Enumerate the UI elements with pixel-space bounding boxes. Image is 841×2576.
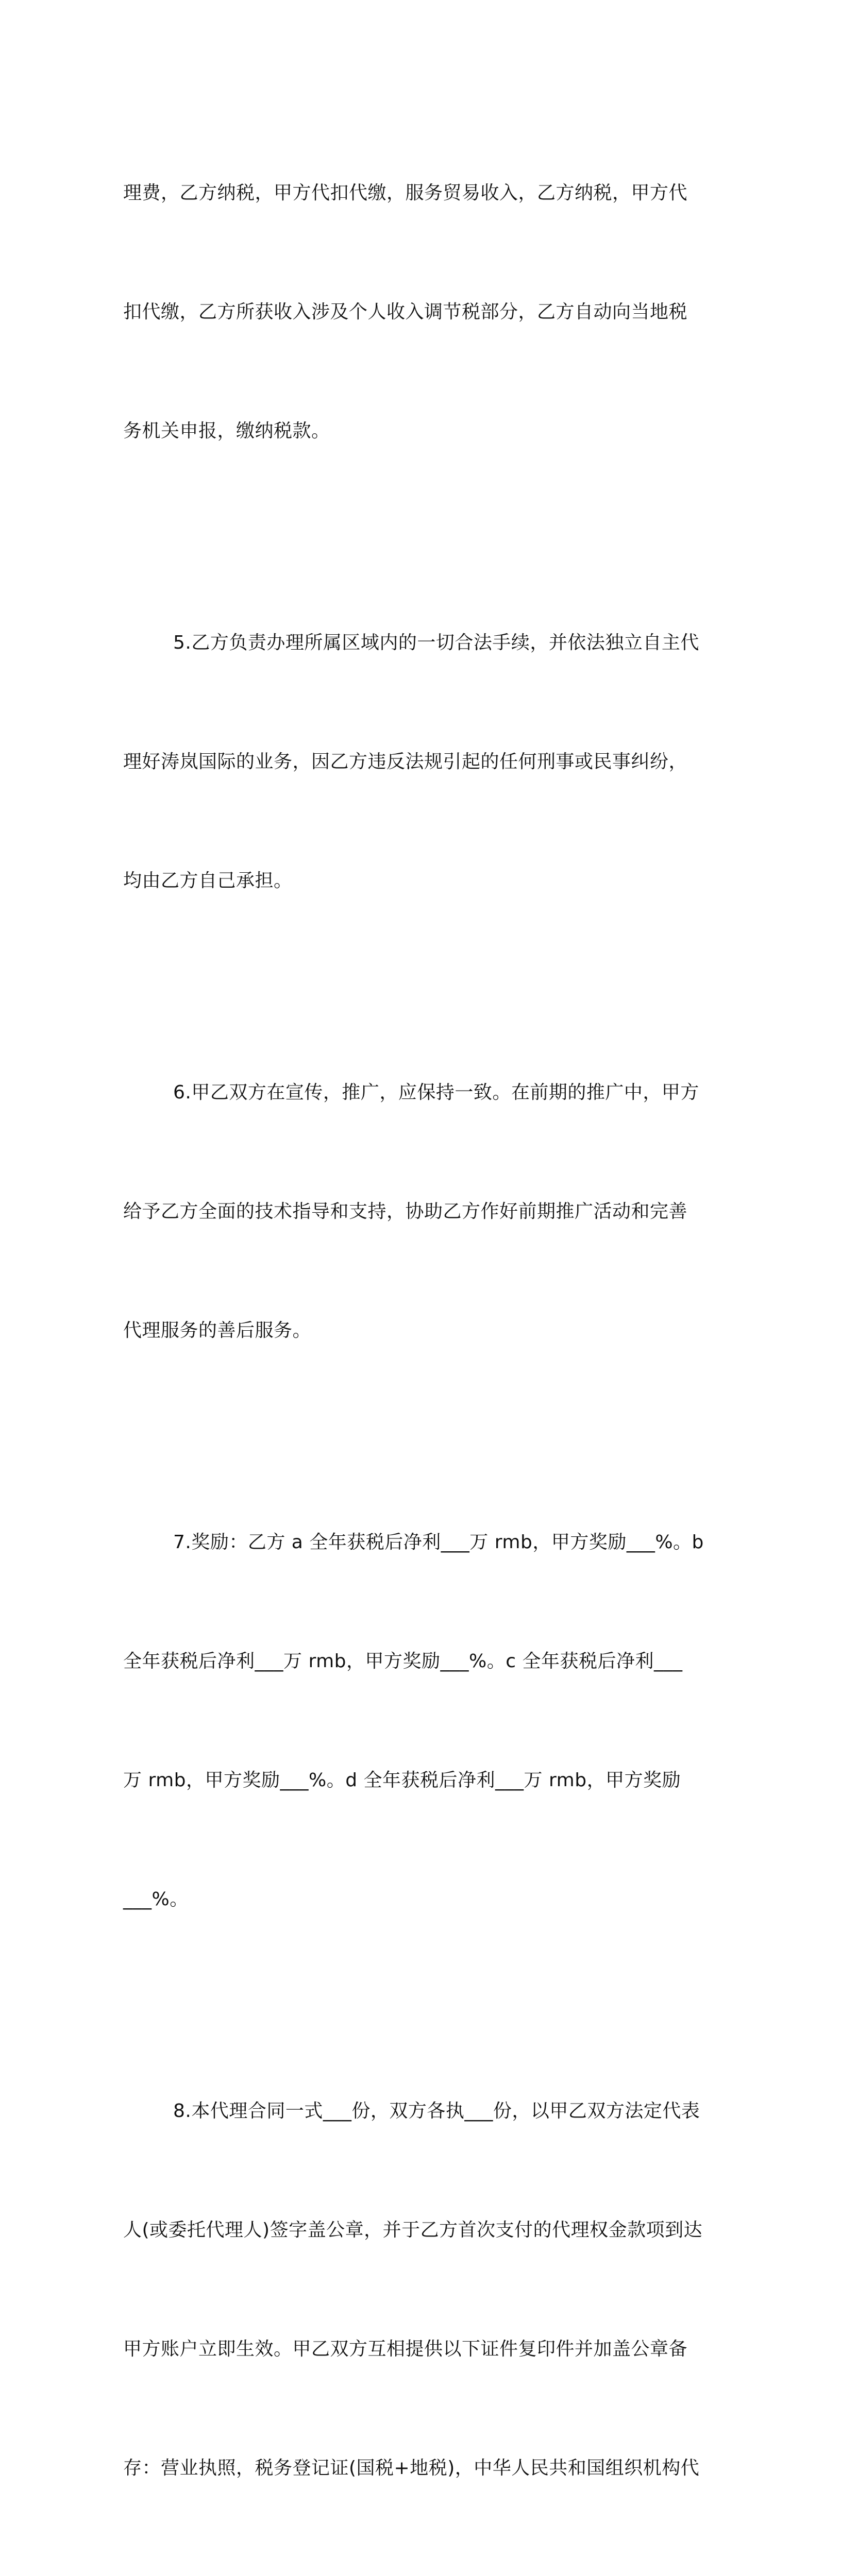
paragraph-clause-7 (123, 1443, 716, 1998)
text-line: 均由乙方自己承担。 (123, 870, 293, 891)
paragraph-clause-5 (123, 544, 716, 980)
text-line: 6.甲乙双方在宣传，推广，应保持一致。在前期的推广中，甲方 (173, 1082, 699, 1103)
text-line: 理费，乙方纳税，甲方代扣代缴，服务贸易收入，乙方纳税，甲方代 (123, 182, 688, 204)
text-line: 甲方账户立即生效。甲乙双方互相提供以下证件复印件并加盖公章备 (123, 2338, 688, 2360)
text-line: 给予乙方全面的技术指导和支持，协助乙方作好前期推广活动和完善 (123, 1201, 688, 1222)
text-line: 全年获税后净利___万 rmb，甲方奖励___%。c 全年获税后净利___ (123, 1651, 683, 1672)
paragraph-tax-continuation (123, 94, 716, 530)
text-line: 理好涛岚国际的业务，因乙方违反法规引起的任何刑事或民事纠纷， (123, 751, 688, 772)
text-line: 代理服务的善后服务。 (123, 1320, 312, 1341)
text-line: 人(或委托代理人)签字盖公章，并于乙方首次支付的代理权金款项到达 (123, 2219, 703, 2241)
text-line: 扣代缴，乙方所获收入涉及个人收入调节税部分，乙方自动向当地税 (123, 301, 688, 323)
text-line: 7.奖励：乙方 a 全年获税后净利___万 rmb，甲方奖励___%。b (173, 1532, 704, 1553)
text-line: 存：营业执照，税务登记证(国税+地税)，中华人民共和国组织机构代 (123, 2458, 700, 2479)
paragraph-clause-6 (123, 993, 716, 1430)
text-line: 5.乙方负责办理所属区域内的一切合法手续，并依法独立自主代 (173, 632, 699, 653)
text-line: 务机关申报，缴纳税款。 (123, 420, 330, 442)
text-line: 8.本代理合同一式___份，双方各执___份，以甲乙双方法定代表 (173, 2100, 700, 2122)
text-line (123, 2567, 716, 2576)
document-body (123, 94, 716, 2576)
text-line: 万 rmb，甲方奖励___%。d 全年获税后净利___万 rmb，甲方奖励 (123, 1770, 681, 1791)
paragraph-clause-8 (123, 2012, 716, 2576)
text-line: ___%。 (123, 1889, 189, 1910)
